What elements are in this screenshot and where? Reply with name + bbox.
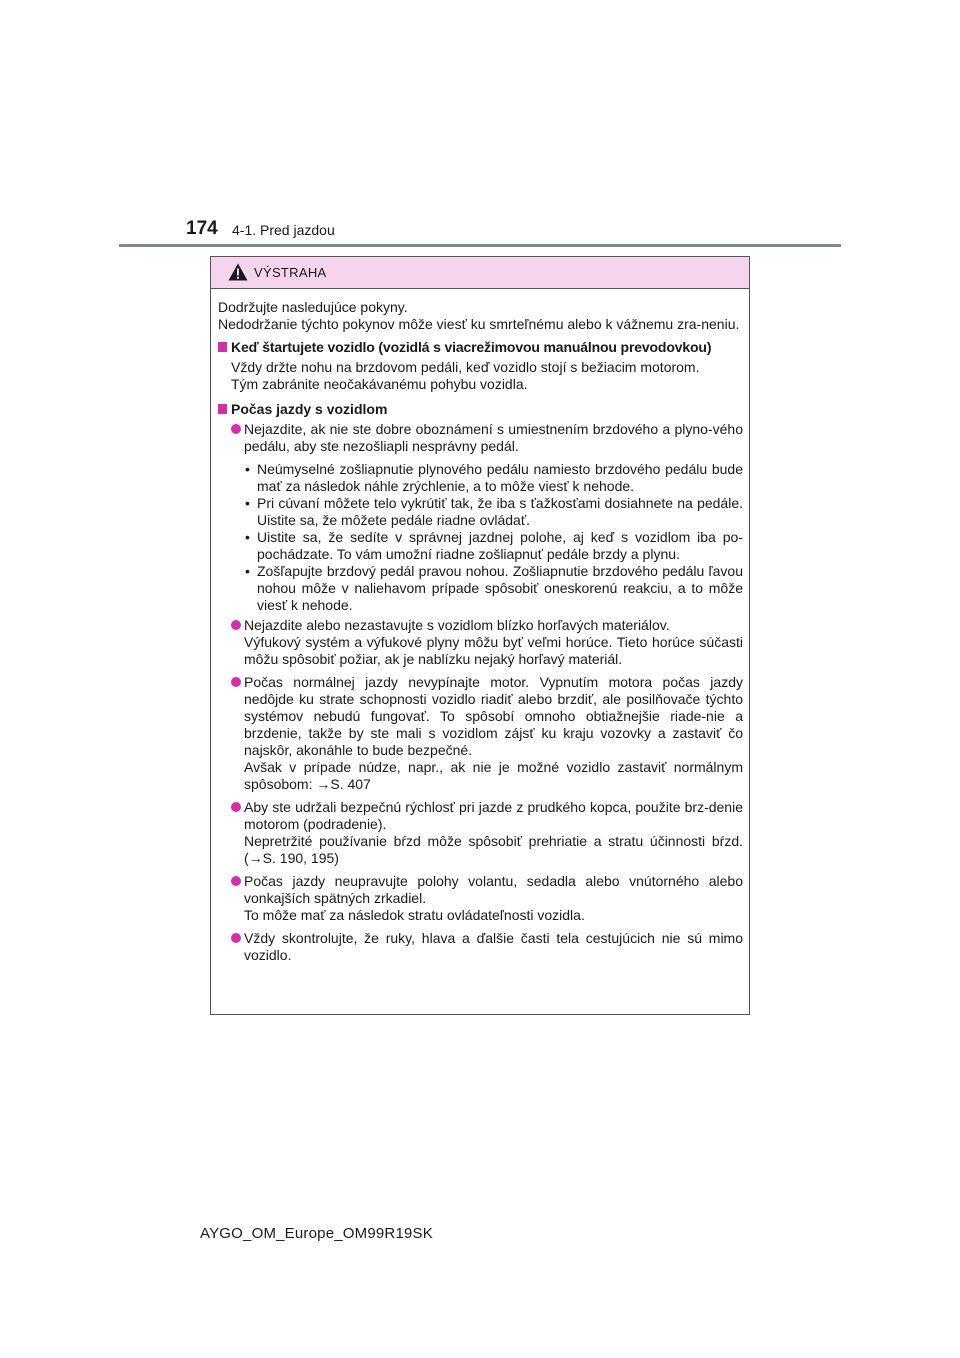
warning-label: VÝSTRAHA [254,265,327,280]
document-id: AYGO_OM_Europe_OM99R19SK [200,1225,433,1242]
intro-text: Dodržujte nasledujúce pokyny. [218,299,408,315]
intro-text: Nedodržanie týchto pokynov môže viesť ku smrteľnému alebo k vážnemu zra-neniu. [218,316,740,332]
list-item: Aby ste udržali bezpečnú rýchlosť pri jazde z prudkého kopca, použite brz-denie motorom (podradenie). Nepretržité používanie bŕzd môže spôsobiť prehriatie a stratu účinnosti bŕzd. (→S. 190, 195) [218,799,743,867]
warning-triangle-icon [228,263,248,281]
warning-header [211,257,749,289]
list-item: Počas jazdy neupravujte polohy volantu, sedadla alebo vnútorného alebo vonkajších spätných zrkadiel. To môže mať za následok stratu ovládateľnosti vozidla. [218,873,743,924]
warning-box [210,256,750,1015]
section-heading: Keď štartujete vozidlo (vozidlá s viacrežimovou manuálnou prevodovkou) [218,339,743,356]
sub-list-item: • Uistite sa, že sedíte v správnej jazdnej polohe, aj keď s vozidlom iba po-pochádzate. To vám umožní riadne zošliapnuť pedále brzdy a plynu. [218,529,743,563]
list-item: Nejazdite alebo nezastavujte s vozidlom blízko horľavých materiálov. Výfukový systém a výfukové plyny môžu byť veľmi horúce. Tieto horúce súčasti môžu spôsobiť požiar, ak je nablízku nejaký horľavý materiál. [218,617,743,668]
list-item: Nejazdite, ak nie ste dobre oboznámení s umiestnením brzdového a plyno-vého pedálu, aby ste nezošliapli nesprávny pedál. [218,421,743,455]
section-heading: Počas jazdy s vozidlom [218,401,743,418]
section-title: 4-1. Pred jazdou [232,222,335,238]
list-item: Počas normálnej jazdy nevypínajte motor. Vypnutím motora počas jazdy nedôjde ku strate schopnosti vozidlo riadiť alebo brzdiť, ale posilňovače týchto systémov nebudú fungovať. To spôsobí omnoho obtiažnejšie riade-nie a brzdenie, takže by ste mali s vozidlom zájsť ku kraju vozovky a zastaviť čo najskôr, akonáhle to bude bezpečné. Avšak v prípade núdze, napr., ak nie je možné vozidlo zastaviť normálnym spôsobom: →S. 407 [218,674,743,793]
warning-body [218,299,743,964]
page-number: 174 [186,218,218,239]
sub-list-item: • Pri cúvaní môžete telo vykrútiť tak, že iba s ťažkosťami dosiahnete na pedále. Uistite sa, že môžete pedále riadne ovládať. [218,495,743,529]
sub-list-item: • Zošľapujte brzdový pedál pravou nohou. Zošliapnutie brzdového pedálu ľavou nohou môže v naliehavom prípade spôsobiť oneskorenú reakciu, a to môže viesť k nehode. [218,563,743,614]
header-divider [119,244,841,247]
sub-list-item: • Neúmyselné zošliapnutie plynového pedálu namiesto brzdového pedálu bude mať za následok náhle zrýchlenie, a to môže viesť k nehode. [218,461,743,495]
section-text: Vždy držte nohu na brzdovom pedáli, keď vozidlo stojí s bežiacim motorom. Tým zabránite neočakávanému pohybu vozidla. [231,359,700,392]
list-item: Vždy skontrolujte, že ruky, hlava a ďalšie časti tela cestujúcich nie sú mimo vozidlo. [218,930,743,964]
